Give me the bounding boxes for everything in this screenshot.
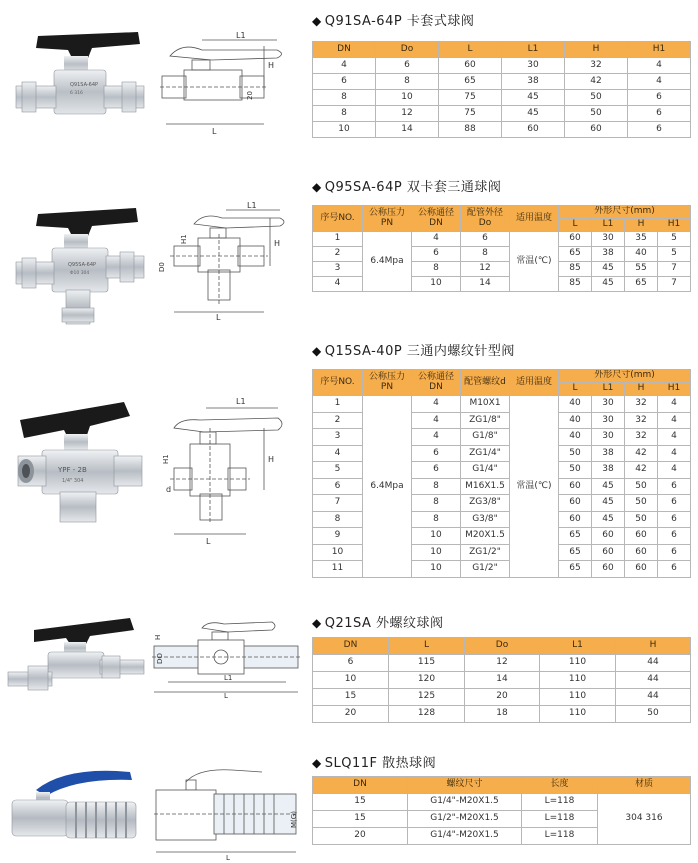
header-l: L xyxy=(559,219,592,232)
valve-drawing-q21sa xyxy=(150,614,302,698)
table-cell: 128 xyxy=(389,706,465,723)
table-cell: 15 xyxy=(313,794,408,811)
table-cell: 4 xyxy=(628,58,691,74)
table-cell: ZG1/2" xyxy=(461,544,510,561)
drawing-label-l: L xyxy=(216,313,221,320)
table-cell: 65 xyxy=(559,544,592,561)
table-cell: 10 xyxy=(412,561,461,578)
table-cell: 60 xyxy=(559,495,592,512)
header-temp: 适用温度 xyxy=(510,206,559,232)
table-cell: 4 xyxy=(658,429,691,446)
drawing-label-h: H xyxy=(268,61,275,70)
header-dn: 公称通径DN xyxy=(412,206,461,232)
table-cell: 3 xyxy=(313,429,363,446)
section-3-title-text: Q15SA-40P 三通内螺纹针型阀 xyxy=(324,344,515,359)
table-cell: 20 xyxy=(313,828,408,845)
header-h1: H1 xyxy=(658,219,691,232)
drawing-label-l1: L1 xyxy=(224,674,233,682)
table-cell: M10X1 xyxy=(461,396,510,413)
temp-cell: 常温(℃) xyxy=(510,232,559,292)
diamond-bullet-icon: ◆ xyxy=(312,344,322,358)
table-cell: 50 xyxy=(625,478,658,495)
table-cell: 44 xyxy=(616,672,691,689)
drawing-label-l: L xyxy=(206,537,211,546)
photo-engraving-text: YPF - 2B xyxy=(58,466,87,474)
table-cell: 40 xyxy=(559,396,592,413)
diamond-bullet-icon: ◆ xyxy=(312,756,322,770)
table-cell: 50 xyxy=(565,90,628,106)
table-cell: 6 xyxy=(313,655,389,672)
table-cell: 2 xyxy=(313,412,363,429)
table-row xyxy=(313,396,691,413)
table-cell: 30 xyxy=(592,396,625,413)
table-cell: 5 xyxy=(313,462,363,479)
table-cell: 60 xyxy=(625,528,658,545)
table-cell: 15 xyxy=(313,689,389,706)
table-cell: 6 xyxy=(313,478,363,495)
table-cell: 60 xyxy=(502,122,565,138)
table-cell: 20 xyxy=(465,689,540,706)
header-dn: DN xyxy=(313,638,389,655)
drawing-label-mg: M(G) xyxy=(290,811,298,828)
table-row xyxy=(313,122,691,138)
table-cell: 6 xyxy=(628,106,691,122)
table-cell: 40 xyxy=(625,247,658,262)
table-cell: 60 xyxy=(592,528,625,545)
table-cell: 30 xyxy=(592,412,625,429)
drawing-label-h1: H1 xyxy=(162,454,170,464)
table-cell: 60 xyxy=(625,561,658,578)
table-cell: ZG1/4" xyxy=(461,445,510,462)
table-cell: 85 xyxy=(559,262,592,277)
header-h: H xyxy=(625,383,658,396)
header-thread: 配管螺纹d xyxy=(461,370,510,396)
table-cell: G1/8" xyxy=(461,429,510,446)
header-l1: L1 xyxy=(592,383,625,396)
table-cell: 50 xyxy=(616,706,691,723)
header-dimensions: 外形尺寸(mm) xyxy=(559,206,691,219)
table-cell: 14 xyxy=(465,672,540,689)
section-5-title xyxy=(312,752,436,771)
table-cell: 14 xyxy=(376,122,439,138)
material-cell: 304 316 xyxy=(598,794,691,845)
table-cell: 8 xyxy=(313,106,376,122)
drawing-label-do: DO xyxy=(156,653,164,664)
table-cell: L=118 xyxy=(522,794,598,811)
table-cell: 6 xyxy=(376,58,439,74)
spec-table-slq11f xyxy=(312,776,691,845)
spec-table-q21sa xyxy=(312,637,691,723)
header-h: H xyxy=(625,219,658,232)
table-cell: 6 xyxy=(658,528,691,545)
table-cell: G3/8" xyxy=(461,511,510,528)
table-cell: L=118 xyxy=(522,811,598,828)
table-cell: 6 xyxy=(628,122,691,138)
table-cell: 65 xyxy=(559,247,592,262)
header-do: Do xyxy=(376,42,439,58)
table-cell: 8 xyxy=(376,74,439,90)
header-h: H xyxy=(565,42,628,58)
table-row xyxy=(313,106,691,122)
table-cell: L=118 xyxy=(522,828,598,845)
table-row xyxy=(313,672,691,689)
table-cell: 75 xyxy=(439,106,502,122)
drawing-label-h: H xyxy=(154,634,162,640)
table-cell: 20 xyxy=(313,706,389,723)
table-cell: M16X1.5 xyxy=(461,478,510,495)
table-cell: 50 xyxy=(625,511,658,528)
table-cell: 42 xyxy=(625,462,658,479)
table-cell: 50 xyxy=(565,106,628,122)
table-cell: 45 xyxy=(502,106,565,122)
table-cell: 60 xyxy=(559,232,592,247)
table-cell: G1/4"-M20X1.5 xyxy=(408,828,522,845)
table-cell: 65 xyxy=(625,277,658,292)
table-cell: 6 xyxy=(412,247,461,262)
header-dn: DN xyxy=(313,42,376,58)
table-cell: 6 xyxy=(412,445,461,462)
header-dn: 公称通径DN xyxy=(412,370,461,396)
table-cell: 12 xyxy=(461,262,510,277)
svg-text:6 316: 6 316 xyxy=(70,91,83,96)
table-cell: 44 xyxy=(616,655,691,672)
header-l1: L1 xyxy=(592,219,625,232)
table-cell: 7 xyxy=(658,277,691,292)
header-do: Do xyxy=(465,638,540,655)
spec-table-q91sa xyxy=(312,41,691,138)
table-cell: 32 xyxy=(625,429,658,446)
header-temp: 适用温度 xyxy=(510,370,559,396)
drawing-label-l1: L1 xyxy=(247,201,257,210)
table-cell: 4 xyxy=(658,396,691,413)
table-cell: 42 xyxy=(625,445,658,462)
diamond-bullet-icon: ◆ xyxy=(312,14,322,28)
table-cell: G1/4" xyxy=(461,462,510,479)
section-2-title xyxy=(312,176,501,195)
table-cell: 4 xyxy=(412,232,461,247)
header-pn: 公称压力PN xyxy=(363,370,412,396)
table-cell: 15 xyxy=(313,811,408,828)
table-cell: G1/2"-M20X1.5 xyxy=(408,811,522,828)
valve-drawing-slq11f xyxy=(152,764,302,860)
table-cell: 6 xyxy=(658,544,691,561)
table-cell: 38 xyxy=(592,445,625,462)
table-cell: 32 xyxy=(565,58,628,74)
table-cell: 4 xyxy=(412,396,461,413)
table-cell: 10 xyxy=(412,528,461,545)
table-cell: 60 xyxy=(592,561,625,578)
table-cell: 8 xyxy=(412,262,461,277)
table-cell: 4 xyxy=(412,429,461,446)
table-cell: 55 xyxy=(625,262,658,277)
table-cell: 45 xyxy=(592,495,625,512)
table-cell: 65 xyxy=(559,528,592,545)
table-cell: ZG3/8" xyxy=(461,495,510,512)
table-cell: 45 xyxy=(592,511,625,528)
drawing-label-h1: H1 xyxy=(180,234,188,244)
table-cell: 120 xyxy=(389,672,465,689)
table-cell: 1 xyxy=(313,232,363,247)
table-cell: 6 xyxy=(461,232,510,247)
header-do: 配管外径Do xyxy=(461,206,510,232)
header-l: L xyxy=(559,383,592,396)
table-cell: 110 xyxy=(540,672,616,689)
table-row xyxy=(313,794,691,811)
table-cell: 40 xyxy=(559,429,592,446)
table-cell: 50 xyxy=(559,445,592,462)
table-cell: 8 xyxy=(412,495,461,512)
table-cell: 6 xyxy=(658,495,691,512)
table-row xyxy=(313,74,691,90)
header-l: L xyxy=(389,638,465,655)
section-1-title xyxy=(312,10,474,29)
table-cell: 30 xyxy=(592,429,625,446)
header-pn: 公称压力PN xyxy=(363,206,412,232)
table-cell: 45 xyxy=(592,262,625,277)
table-cell: 125 xyxy=(389,689,465,706)
table-cell: G1/4"-M20X1.5 xyxy=(408,794,522,811)
table-cell: 60 xyxy=(559,478,592,495)
table-cell: 32 xyxy=(625,412,658,429)
valve-drawing-q91sa xyxy=(152,28,302,138)
valve-photo-q91sa xyxy=(8,28,148,138)
table-cell: 45 xyxy=(502,90,565,106)
table-cell: 60 xyxy=(592,544,625,561)
table-cell: 110 xyxy=(540,655,616,672)
table-cell: 60 xyxy=(439,58,502,74)
table-cell: 50 xyxy=(559,462,592,479)
photo-engraving-text: Q91SA-64P xyxy=(70,82,99,88)
table-cell: 12 xyxy=(376,106,439,122)
header-dimensions: 外形尺寸(mm) xyxy=(559,370,691,383)
table-cell: 18 xyxy=(465,706,540,723)
table-row xyxy=(313,689,691,706)
table-cell: 10 xyxy=(313,122,376,138)
table-cell: 6 xyxy=(313,74,376,90)
drawing-label-20: 20 xyxy=(246,91,254,100)
diamond-bullet-icon: ◆ xyxy=(312,616,322,630)
header-h: H xyxy=(616,638,691,655)
table-cell: M20X1.5 xyxy=(461,528,510,545)
header-h1: H1 xyxy=(658,383,691,396)
section-4-title xyxy=(312,612,444,631)
table-cell: 9 xyxy=(313,528,363,545)
table-cell: 115 xyxy=(389,655,465,672)
table-cell: 60 xyxy=(625,544,658,561)
table-cell: 10 xyxy=(313,544,363,561)
table-cell: 1 xyxy=(313,396,363,413)
table-cell: 10 xyxy=(313,672,389,689)
header-l1: L1 xyxy=(502,42,565,58)
table-cell: 38 xyxy=(502,74,565,90)
table-cell: 11 xyxy=(313,561,363,578)
table-row xyxy=(313,232,691,247)
table-cell: 42 xyxy=(565,74,628,90)
table-cell: 88 xyxy=(439,122,502,138)
section-1-title-text: Q91SA-64P 卡套式球阀 xyxy=(324,14,475,29)
table-cell: 4 xyxy=(313,445,363,462)
svg-text:1/4" 304: 1/4" 304 xyxy=(62,478,84,484)
svg-text:Φ10 304: Φ10 304 xyxy=(70,271,90,276)
spec-table-q15sa xyxy=(312,369,691,578)
table-cell: 40 xyxy=(559,412,592,429)
table-cell: 4 xyxy=(313,277,363,292)
valve-drawing-q15sa xyxy=(160,388,302,548)
header-no: 序号NO. xyxy=(313,206,363,232)
section-2-title-text: Q95SA-64P 双卡套三通球阀 xyxy=(324,180,502,195)
table-cell: 8 xyxy=(313,90,376,106)
table-cell: 8 xyxy=(313,511,363,528)
table-row xyxy=(313,58,691,74)
valve-drawing-q95sa xyxy=(152,200,302,320)
section-3-title xyxy=(312,340,515,359)
table-cell: 4 xyxy=(313,58,376,74)
table-cell: 5 xyxy=(658,247,691,262)
table-cell: 4 xyxy=(658,412,691,429)
table-cell: 4 xyxy=(658,445,691,462)
temp-cell: 常温(℃) xyxy=(510,396,559,578)
pressure-cell: 6.4Mpa xyxy=(363,232,412,292)
table-row xyxy=(313,655,691,672)
header-no: 序号NO. xyxy=(313,370,363,396)
table-cell: 32 xyxy=(625,396,658,413)
header-length: 长度 xyxy=(522,777,598,794)
table-cell: 38 xyxy=(592,462,625,479)
section-5-title-text: SLQ11F 散热球阀 xyxy=(324,756,437,771)
table-cell: 2 xyxy=(313,247,363,262)
table-cell: 110 xyxy=(540,706,616,723)
table-cell: 12 xyxy=(465,655,540,672)
table-cell: 10 xyxy=(412,277,461,292)
table-cell: 4 xyxy=(628,74,691,90)
valve-photo-q15sa xyxy=(14,380,154,530)
spec-table-q95sa xyxy=(312,205,691,292)
drawing-label-l1: L1 xyxy=(236,31,246,40)
table-cell: 8 xyxy=(412,511,461,528)
drawing-label-l: L xyxy=(212,127,217,136)
pressure-cell: 6.4Mpa xyxy=(363,396,412,578)
table-cell: 8 xyxy=(412,478,461,495)
table-cell: 10 xyxy=(376,90,439,106)
table-cell: 50 xyxy=(625,495,658,512)
header-material: 材质 xyxy=(598,777,691,794)
table-cell: 38 xyxy=(592,247,625,262)
table-cell: 65 xyxy=(439,74,502,90)
table-row xyxy=(313,90,691,106)
table-cell: 60 xyxy=(559,511,592,528)
table-cell: 6 xyxy=(412,462,461,479)
drawing-label-d: d xyxy=(166,485,172,494)
table-cell: 35 xyxy=(625,232,658,247)
valve-photo-q95sa xyxy=(8,200,148,330)
drawing-label-h: H xyxy=(274,239,281,248)
table-cell: 85 xyxy=(559,277,592,292)
drawing-label-l: L xyxy=(224,692,228,698)
valve-photo-q21sa xyxy=(4,612,148,698)
table-cell: 5 xyxy=(658,232,691,247)
table-cell: 45 xyxy=(592,277,625,292)
valve-photo-slq11f xyxy=(6,760,146,856)
table-row xyxy=(313,706,691,723)
drawing-label-l1: L1 xyxy=(236,397,246,406)
header-thread: 螺纹尺寸 xyxy=(408,777,522,794)
table-cell: 60 xyxy=(565,122,628,138)
table-cell: 3 xyxy=(313,262,363,277)
table-cell: 7 xyxy=(313,495,363,512)
table-cell: 4 xyxy=(658,462,691,479)
table-cell: 6 xyxy=(658,561,691,578)
table-cell: 4 xyxy=(412,412,461,429)
table-cell: 7 xyxy=(658,262,691,277)
header-l1: L1 xyxy=(540,638,616,655)
table-cell: 6 xyxy=(658,478,691,495)
table-cell: G1/2" xyxy=(461,561,510,578)
table-cell: 65 xyxy=(559,561,592,578)
table-cell: 110 xyxy=(540,689,616,706)
table-cell: 45 xyxy=(592,478,625,495)
table-cell: 10 xyxy=(412,544,461,561)
table-cell: 8 xyxy=(461,247,510,262)
drawing-label-l: L xyxy=(226,854,230,860)
table-cell: 30 xyxy=(502,58,565,74)
diamond-bullet-icon: ◆ xyxy=(312,180,322,194)
table-cell: 6 xyxy=(628,90,691,106)
header-dn: DN xyxy=(313,777,408,794)
table-cell: ZG1/8" xyxy=(461,412,510,429)
drawing-label-d0: D0 xyxy=(158,262,166,272)
table-cell: 75 xyxy=(439,90,502,106)
photo-engraving-text: Q95SA-64P xyxy=(68,262,97,268)
section-4-title-text: Q21SA 外螺纹球阀 xyxy=(324,616,444,631)
header-h1: H1 xyxy=(628,42,691,58)
table-cell: 44 xyxy=(616,689,691,706)
table-cell: 6 xyxy=(658,511,691,528)
table-cell: 14 xyxy=(461,277,510,292)
header-l: L xyxy=(439,42,502,58)
table-cell: 30 xyxy=(592,232,625,247)
drawing-label-h: H xyxy=(268,455,275,464)
